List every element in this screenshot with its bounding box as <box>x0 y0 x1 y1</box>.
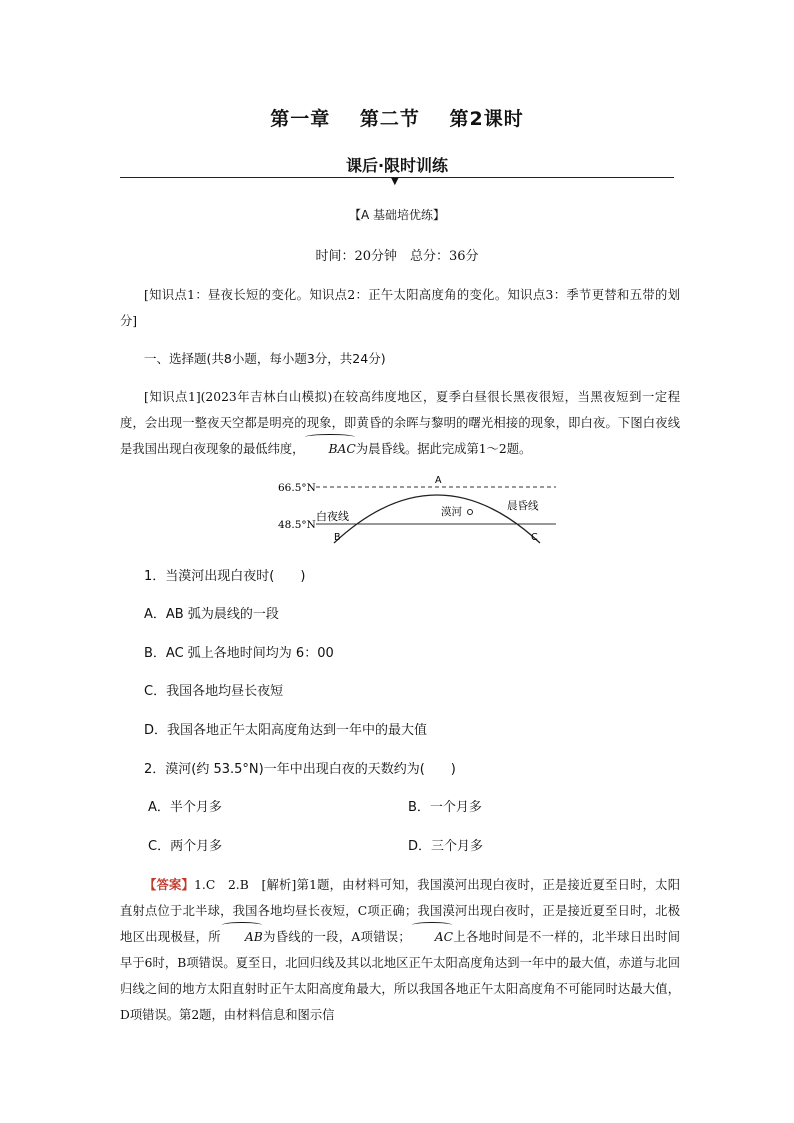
material-text-tail: 为晨昏线。据此完成第1～2题。 <box>355 442 532 456</box>
white-night-diagram <box>270 474 560 548</box>
question-1-option-d: D．我国各地正午太阳高度角达到一年中的最大值 <box>144 723 428 738</box>
answer-paragraph <box>120 872 680 1028</box>
question-1-option-c: C．我国各地均昼长夜短 <box>144 684 284 699</box>
mohe-label: 漠河 <box>441 506 462 518</box>
lat-48-label: 48.5°N <box>278 519 316 531</box>
question-2-option-b: B．一个月多 <box>408 800 482 815</box>
time-score-info: 时间：20分钟 总分：36分 <box>315 249 479 264</box>
material-paragraph <box>120 384 680 462</box>
section-label: 第二节 <box>359 108 420 130</box>
question-2-option-a: A．半个月多 <box>148 800 222 815</box>
arc-ac-label: AC <box>411 924 453 950</box>
answer-text-3: 上各地时间是不一样的，北半球日出时间早于6时，B项错误。夏至日，北回归线及其以北地区正午太阳高度角达到一年中的最大值，赤道与北回归线之间的地方太阳直射时正午太阳高度角最大，所以我国各地正午太阳高度角不可能同时达最大值，D项错误。第2题，由材料信息和图示信 <box>120 930 680 1022</box>
point-a-label: A <box>435 475 442 486</box>
page-subtitle: 课后·限时训练 <box>345 156 449 175</box>
answer-text-2: 为昏线的一段，A项错误； <box>262 930 411 944</box>
question-1-option-a: A．AB 弧为晨线的一段 <box>144 607 279 622</box>
divider-marker: ▼ <box>391 176 399 187</box>
knowledge-points: [知识点1：昼夜长短的变化。知识点2：正午太阳高度角的变化。知识点3：季节更替和五带的划分] <box>120 288 680 328</box>
white-night-label: 白夜线 <box>316 510 349 523</box>
section-one-heading: 一、选择题(共8小题，每小题3分，共24分) <box>144 351 386 366</box>
chapter-label: 第一章 <box>270 108 331 130</box>
lat-66-label: 66.5°N <box>278 482 316 494</box>
mohe-point-icon <box>468 510 473 515</box>
question-2-option-d: D．三个月多 <box>408 839 484 854</box>
page-title <box>0 104 794 131</box>
arc-ab-label: AB <box>221 924 263 950</box>
terminator-label: 晨昏线 <box>507 500 539 512</box>
question-1-stem: 1．当漠河出现白夜时( ) <box>144 569 306 584</box>
material-text: [知识点1](2023年吉林白山模拟)在较高纬度地区，夏季白昼很长黑夜很短，当黑夜短到一定程度，会出现一整夜天空都是明亮的现象，即黄昏的余晖与黎明的曙光相接的现象，即白夜。下图白夜线是我国出现白夜现象的最低纬度， <box>120 390 680 456</box>
question-1-option-b: B．AC 弧上各地时间均为 6：00 <box>144 646 334 661</box>
arc-bac-label: BAC <box>304 436 355 462</box>
answer-tag: 【答案】 <box>144 878 195 892</box>
lesson-label: 第2课时 <box>449 108 524 130</box>
question-2-option-c: C．两个月多 <box>148 839 223 854</box>
question-2-stem: 2．漠河(约 53.5°N)一年中出现白夜的天数约为( ) <box>144 762 456 777</box>
answer-text-1: 1.C 2.B [解析]第1题，由材料可知，我国漠河出现白夜时，正是接近夏至日时，太阳直射点位于北半球，我国各地均昼长夜短，C项正确；我国漠河出现白夜时，正是接近夏至日时，北极地区出现极昼，所 <box>120 878 680 944</box>
point-c-label: C <box>531 532 538 543</box>
point-b-label: B <box>334 532 341 543</box>
section-a-heading: 【A 基础培优练】 <box>348 208 446 222</box>
